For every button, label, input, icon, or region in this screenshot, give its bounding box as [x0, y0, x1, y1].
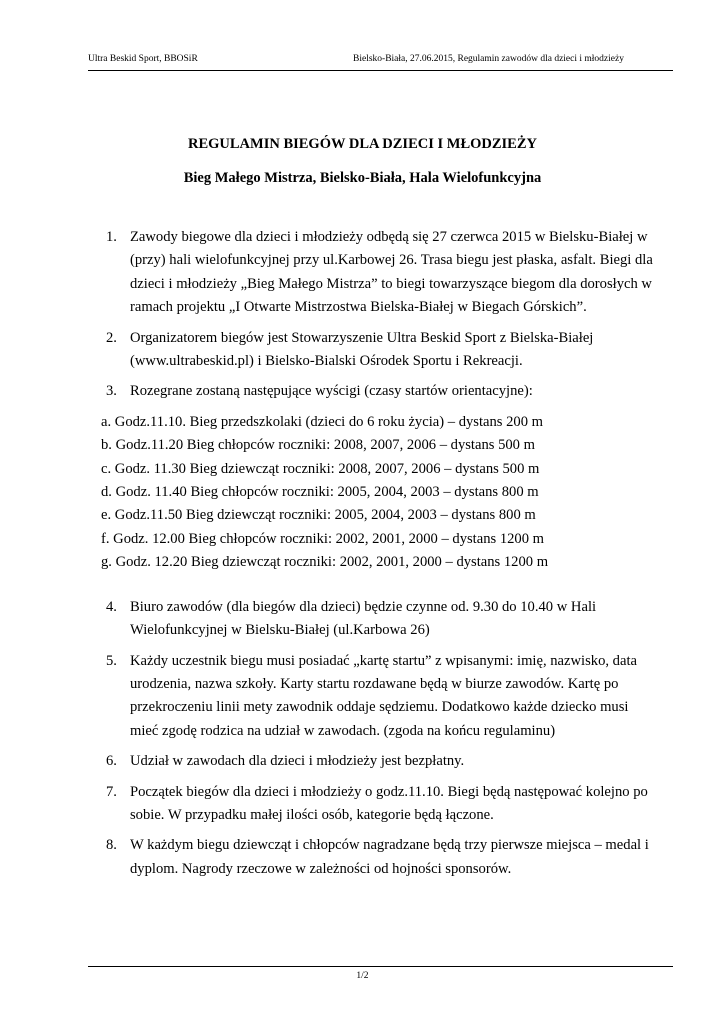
item-number: 6. [106, 753, 117, 770]
item-number: 7. [106, 783, 117, 800]
race-entry: b. Godz.11.20 Bieg chłopców roczniki: 2008, 2007, 2006 – dystans 500 m [101, 437, 535, 454]
regulation-item-6 [106, 750, 654, 773]
item-text: W każdym biegu dziewcząt i chłopców nagradzane będą trzy pierwsze miejsca – medal i dyplom. Nagrody rzeczowe w zależności od hojności sponsorów. [130, 837, 649, 877]
item-number: 4. [106, 598, 117, 615]
header-document-info: Bielsko-Biała, 27.06.2015, Regulamin zawodów dla dzieci i młodzieży [353, 54, 624, 64]
regulation-item-8 [106, 834, 654, 881]
item-text: Początek biegów dla dzieci i młodzieży o godz.11.10. Biegi będą następować kolejno po sobie. W przypadku małej ilości osób, kategorie będą łączone. [130, 783, 648, 823]
item-text: Każdy uczestnik biegu musi posiadać „kartę startu” z wpisanymi: imię, nazwisko, data urodzenia, nazwa szkoły. Karty startu rozdawane będą w biurze zawodów. Kartę po przekroczeniu linii mety zawodnik oddaje sędziemu. Dodatkowo każde dziecko musi mieć zgodę rodzica na udział w zawodach. (zgoda na końcu regulaminu) [130, 652, 637, 739]
item-number: 3. [106, 383, 117, 400]
regulation-item-4 [106, 596, 654, 643]
regulation-item-7 [106, 781, 654, 828]
item-text: Zawody biegowe dla dzieci i młodzieży odbędą się 27 czerwca 2015 w Bielsku-Białej w (przy) hali wielofunkcyjnej przy ul.Karbowej 26. Trasa biegu jest płaska, asfalt. Biegi dla dzieci i młodzieży „Bieg Małego Mistrza” to biegi towarzyszące biegom dla dorosłych w ramach projektu „I Otwarte Mistrzostwa Bielska-Białej w Biegach Górskich”. [130, 229, 653, 316]
race-entry: d. Godz. 11.40 Bieg chłopców roczniki: 2005, 2004, 2003 – dystans 800 m [101, 484, 539, 501]
item-number: 2. [106, 329, 117, 346]
race-entry: c. Godz. 11.30 Bieg dziewcząt roczniki: 2008, 2007, 2006 – dystans 500 m [101, 460, 540, 477]
regulation-item-2 [106, 327, 654, 374]
item-number: 5. [106, 652, 117, 669]
race-entry: f. Godz. 12.00 Bieg chłopców roczniki: 2002, 2001, 2000 – dystans 1200 m [101, 530, 545, 547]
document-subtitle: Bieg Małego Mistrza, Bielsko-Biała, Hala Wielofunkcyjna [183, 170, 542, 186]
item-text: Udział w zawodach dla dzieci i młodzieży jest bezpłatny. [130, 753, 465, 770]
page-header [88, 54, 673, 71]
footer-divider [88, 966, 673, 967]
race-entry: g. Godz. 12.20 Bieg dziewcząt roczniki: 2002, 2001, 2000 – dystans 1200 m [101, 554, 549, 571]
regulation-item-1 [106, 226, 654, 320]
item-text: Biuro zawodów (dla biegów dla dzieci) będzie czynne od. 9.30 do 10.40 w Hali Wielofunkcyjnej w Bielsku-Białej (ul.Karbowa 26) [130, 598, 597, 639]
item-text: Rozegrane zostaną następujące wyścigi (czasy startów orientacyjne): [130, 383, 533, 400]
item-number: 1. [106, 229, 117, 245]
regulation-item-5 [106, 650, 654, 744]
page-number: 1/2 [356, 971, 369, 981]
regulations-body [101, 226, 654, 888]
document-title: REGULAMIN BIEGÓW DLA DZIECI I MŁODZIEŻY [187, 136, 537, 152]
regulation-item-3 [106, 380, 654, 403]
header-organization: Ultra Beskid Sport, BBOSiR [88, 54, 198, 64]
race-schedule-list [101, 411, 654, 575]
race-entry: a. Godz.11.10. Bieg przedszkolaki (dzieci do 6 roku życia) – dystans 200 m [101, 413, 544, 430]
item-number: 8. [106, 837, 117, 854]
item-text: Organizatorem biegów jest Stowarzyszenie Ultra Beskid Sport z Bielska-Białej (www.ultrabeskid.pl) i Bielsko-Bialski Ośrodek Sportu i Rekreacji. [130, 329, 594, 370]
race-entry: e. Godz.11.50 Bieg dziewcząt roczniki: 2005, 2004, 2003 – dystans 800 m [101, 507, 536, 524]
